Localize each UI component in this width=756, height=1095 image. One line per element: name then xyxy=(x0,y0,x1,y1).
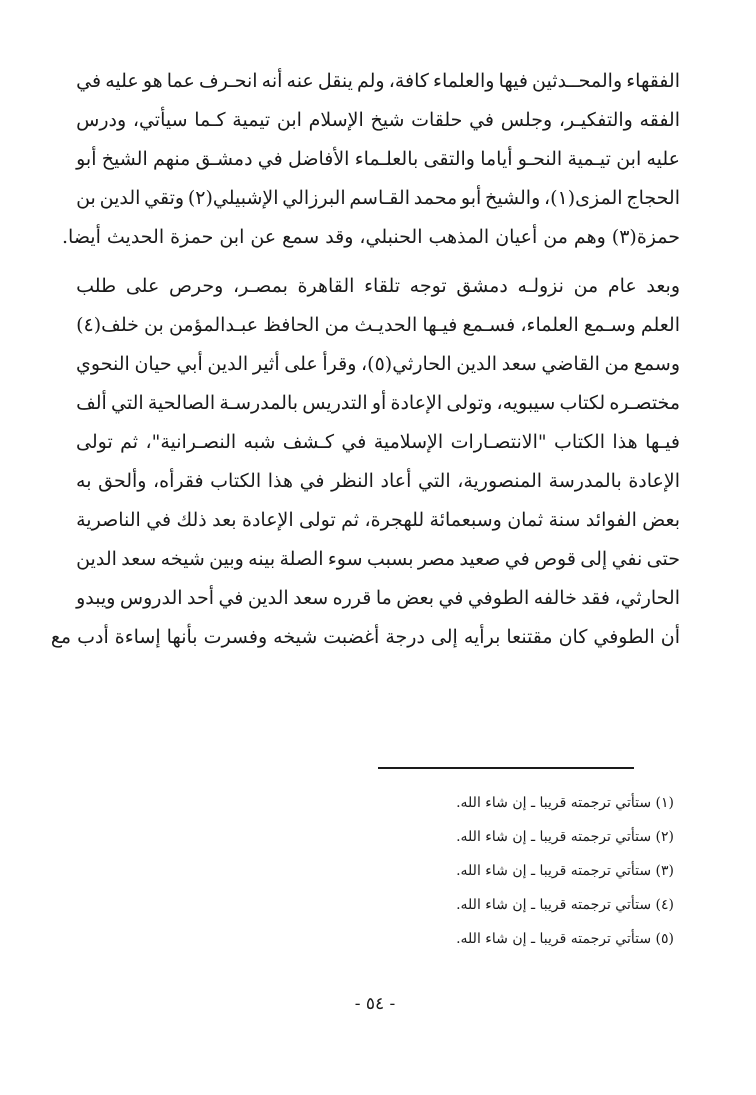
word: وهم xyxy=(573,226,606,248)
word: الحارثي(٥)، xyxy=(361,353,452,375)
word: الإعادة xyxy=(390,392,443,414)
word: حتى xyxy=(646,548,680,570)
word: شبه xyxy=(243,431,276,453)
word: عام xyxy=(607,275,637,297)
word: شيخه xyxy=(273,626,318,648)
word: بالمدرسة xyxy=(548,470,622,492)
text-line xyxy=(76,423,680,462)
word: القـاسم xyxy=(349,187,410,209)
word: بعض xyxy=(396,587,434,609)
word: عما xyxy=(166,70,195,92)
word: الطوفي xyxy=(467,587,530,609)
word: درجة xyxy=(385,626,425,648)
word: من xyxy=(543,226,568,248)
word: تلقاء xyxy=(364,275,401,297)
word: فيـها xyxy=(645,431,680,453)
word: بأنها xyxy=(166,626,198,648)
word: الإسلام xyxy=(308,109,364,131)
word: وسمع xyxy=(633,353,680,375)
word: القاهرة xyxy=(297,275,355,297)
word: العلم xyxy=(640,314,680,336)
word: بمصـر، xyxy=(232,275,288,297)
word: منهم xyxy=(152,148,191,170)
word: إلى xyxy=(430,626,458,648)
word: برأيه xyxy=(463,626,501,648)
word: وسبعمائة xyxy=(429,509,502,531)
word: بالعلـماء xyxy=(354,148,419,170)
word: مصر xyxy=(417,548,456,570)
word: مقتنعا xyxy=(506,626,553,648)
word: ما xyxy=(375,587,392,609)
word: ابن xyxy=(219,226,245,248)
footnote-2: (٢) ستأتي ترجمته قريبا ـ إن شاء الله. xyxy=(456,829,674,845)
word: سمع xyxy=(282,226,320,248)
word: كافة، xyxy=(388,70,429,92)
word: الكتاب xyxy=(210,470,262,492)
word: الفقهاء xyxy=(626,70,680,92)
word: وحرص xyxy=(168,275,224,297)
word: الطوفي xyxy=(593,626,655,648)
word: فسـمع xyxy=(462,314,516,336)
word: هو xyxy=(142,70,163,92)
word: فيـها xyxy=(422,314,458,336)
word: وفسرت xyxy=(203,626,268,648)
word: هذا xyxy=(267,470,293,492)
word: ولم xyxy=(357,70,385,92)
word: التي xyxy=(111,392,144,414)
word: شيخه xyxy=(160,548,205,570)
word: حمزة(٣) xyxy=(611,226,680,248)
text-line xyxy=(76,384,680,423)
text-line xyxy=(76,501,680,540)
word: الدروس xyxy=(119,587,183,609)
word: التي xyxy=(417,470,451,492)
text-line xyxy=(76,540,680,579)
word: دمشـق xyxy=(195,148,253,170)
word: أثير xyxy=(252,353,280,375)
word: وبين xyxy=(209,548,244,570)
word: وجلس xyxy=(500,109,553,131)
word: أبو xyxy=(460,187,482,209)
word: انحـرف xyxy=(198,70,258,92)
paragraph-spacer xyxy=(76,257,680,267)
word: أيضا. xyxy=(62,226,101,248)
text-line xyxy=(76,579,680,618)
word: صعيد xyxy=(459,548,501,570)
word: القاضي xyxy=(541,353,600,375)
word: الكتاب xyxy=(554,431,605,453)
word: والتقى xyxy=(423,148,475,170)
word: الدين xyxy=(247,587,289,609)
word: قوص xyxy=(534,548,576,570)
word: النظر xyxy=(331,470,374,492)
footnotes xyxy=(300,786,674,956)
paragraph-1 xyxy=(62,62,680,257)
word: الحديث xyxy=(106,226,165,248)
word: تيـمية xyxy=(567,148,611,170)
word: مختصـره xyxy=(609,392,680,414)
word: ثم xyxy=(120,431,139,453)
word: بن xyxy=(76,187,96,209)
text-line xyxy=(76,345,680,384)
word: مع xyxy=(50,626,72,648)
word: طلب xyxy=(76,275,117,297)
word: أياما xyxy=(480,148,513,170)
word: ذلك xyxy=(176,509,207,531)
word: أغضبت xyxy=(323,626,380,648)
word: الإعادة xyxy=(241,509,294,531)
word: العلماء، xyxy=(520,314,579,336)
word: والعلماء xyxy=(433,70,495,92)
word: هذا xyxy=(612,431,638,453)
word: ألف xyxy=(76,392,107,414)
word: المذهب xyxy=(428,226,490,248)
word: بالمدرسـة xyxy=(219,392,299,414)
footnote-4: (٤) ستأتي ترجمته قريبا ـ إن شاء الله. xyxy=(456,897,674,913)
word: ثمان xyxy=(507,509,544,531)
word: على xyxy=(125,275,160,297)
word: من xyxy=(573,275,599,297)
word: النصـرانية"، xyxy=(145,431,237,453)
text-line xyxy=(50,618,680,657)
word: المزى(١)، xyxy=(544,187,623,209)
word: تيمية xyxy=(232,109,271,131)
word: به xyxy=(76,470,92,492)
word: في xyxy=(504,548,530,570)
body-text xyxy=(50,62,680,657)
word: في xyxy=(146,509,172,531)
word: وتولى xyxy=(446,392,493,414)
word: وألحق xyxy=(98,470,147,492)
word: الحنبلي، xyxy=(359,226,423,248)
word: عليه xyxy=(646,148,680,170)
word: البرزالي xyxy=(282,187,346,209)
word: بسبب xyxy=(366,548,414,570)
word: أعيان xyxy=(495,226,538,248)
word: دمشق xyxy=(456,275,508,297)
word: أو xyxy=(371,392,387,414)
word: الفقه xyxy=(639,109,680,131)
word: النحـو xyxy=(517,148,563,170)
footnote-separator xyxy=(378,767,634,769)
word: "الانتصـارات xyxy=(450,431,547,453)
word: عنه xyxy=(286,70,314,92)
word: ثم xyxy=(341,509,360,531)
word: بعض xyxy=(642,509,680,531)
word: توجه xyxy=(409,275,447,297)
word: النحوي xyxy=(76,353,130,375)
word: إلى xyxy=(580,548,608,570)
word: وقرأ xyxy=(322,353,357,375)
word: عليه xyxy=(105,70,139,92)
word: حمزة xyxy=(170,226,214,248)
word: ويبدو xyxy=(76,587,116,609)
word: أبي xyxy=(176,353,203,375)
word: حيان xyxy=(134,353,172,375)
word: من xyxy=(324,314,350,336)
word: نفي xyxy=(611,548,643,570)
word: وبعد xyxy=(646,275,680,297)
word: الأفاضل xyxy=(287,148,350,170)
word: ابن xyxy=(276,109,302,131)
text-line xyxy=(76,267,680,306)
text-line xyxy=(76,306,680,345)
word: والمحــدثين xyxy=(532,70,623,92)
word: والتفكيـر، xyxy=(558,109,633,131)
word: ودرس xyxy=(76,109,127,131)
word: التدريس xyxy=(302,392,368,414)
page-number: - ٥٤ - xyxy=(354,994,396,1014)
word: تولى xyxy=(76,431,113,453)
word: محمد xyxy=(413,187,458,209)
word: كـما xyxy=(194,109,226,131)
word: الشيخ xyxy=(101,148,148,170)
word: بعد xyxy=(212,509,237,531)
footnote-1: (١) ستأتي ترجمته قريبا ـ إن شاء الله. xyxy=(456,795,674,811)
word: إساءة xyxy=(114,626,161,648)
text-line xyxy=(62,218,680,257)
word: الإشبيلي(٢) xyxy=(187,187,279,209)
word: أبو xyxy=(76,148,97,170)
text-line xyxy=(76,62,680,101)
word: أعاد xyxy=(380,470,412,492)
word: أحد xyxy=(186,587,214,609)
word: كان xyxy=(558,626,588,648)
word: في xyxy=(469,109,495,131)
word: الدين xyxy=(99,187,141,209)
word: خالفه xyxy=(533,587,577,609)
word: الحجاج xyxy=(626,187,680,209)
text-line xyxy=(76,462,680,501)
word: قرره xyxy=(332,587,372,609)
word: من xyxy=(604,353,630,375)
word: في xyxy=(438,587,464,609)
word: الناصرية xyxy=(76,509,141,531)
word: الدين xyxy=(207,353,249,375)
footnote-5: (٥) ستأتي ترجمته قريبا ـ إن شاء الله. xyxy=(456,931,674,947)
word: نزولـه xyxy=(517,275,564,297)
word: حلقات xyxy=(411,109,463,131)
word: شيخ xyxy=(370,109,405,131)
word: الفوائد xyxy=(585,509,637,531)
word: سيأتي، xyxy=(132,109,188,131)
word: سعد xyxy=(121,548,157,570)
word: عن xyxy=(250,226,277,248)
word: الدين xyxy=(456,353,498,375)
word: في xyxy=(299,470,325,492)
word: في xyxy=(341,431,367,453)
word: فيها xyxy=(498,70,528,92)
word: الدين xyxy=(76,548,117,570)
word: تولى xyxy=(299,509,336,531)
word: أن xyxy=(660,626,680,648)
word: في xyxy=(76,70,102,92)
word: والشيخ xyxy=(485,187,541,209)
text-line xyxy=(76,179,680,218)
word: ينقل xyxy=(317,70,353,92)
word: سعد xyxy=(293,587,329,609)
word: بينه xyxy=(248,548,276,570)
footnote-3: (٣) ستأتي ترجمته قريبا ـ إن شاء الله. xyxy=(456,863,674,879)
word: ابن xyxy=(616,148,642,170)
word: المنصورية، xyxy=(457,470,543,492)
word: بن xyxy=(144,314,164,336)
word: الصلة xyxy=(279,548,324,570)
word: الإسلامية xyxy=(373,431,444,453)
word: في xyxy=(218,587,244,609)
word: فقرأه، xyxy=(153,470,204,492)
word: سعد xyxy=(501,353,537,375)
word: أدب xyxy=(77,626,109,648)
word: وسـمع xyxy=(583,314,636,336)
word: لكتاب xyxy=(559,392,606,414)
word: خلف(٤) xyxy=(76,314,139,336)
word: أنه xyxy=(261,70,283,92)
word: الحافظ xyxy=(263,314,320,336)
word: وتقي xyxy=(144,187,185,209)
word: الحديـث xyxy=(354,314,418,336)
word: الصالحية xyxy=(147,392,216,414)
text-line xyxy=(76,140,680,179)
word: في xyxy=(257,148,283,170)
word: سوء xyxy=(327,548,363,570)
word: عبـدالمؤمن xyxy=(168,314,259,336)
word: الحارثي، xyxy=(614,587,680,609)
word: سيبويه، xyxy=(496,392,556,414)
word: للهجرة، xyxy=(364,509,425,531)
text-line xyxy=(76,101,680,140)
word: على xyxy=(284,353,318,375)
word: سنة xyxy=(548,509,581,531)
paragraph-2 xyxy=(50,267,680,657)
word: وقد xyxy=(325,226,354,248)
word: كـشف xyxy=(282,431,334,453)
word: الإعادة xyxy=(628,470,680,492)
word: فقد xyxy=(581,587,610,609)
